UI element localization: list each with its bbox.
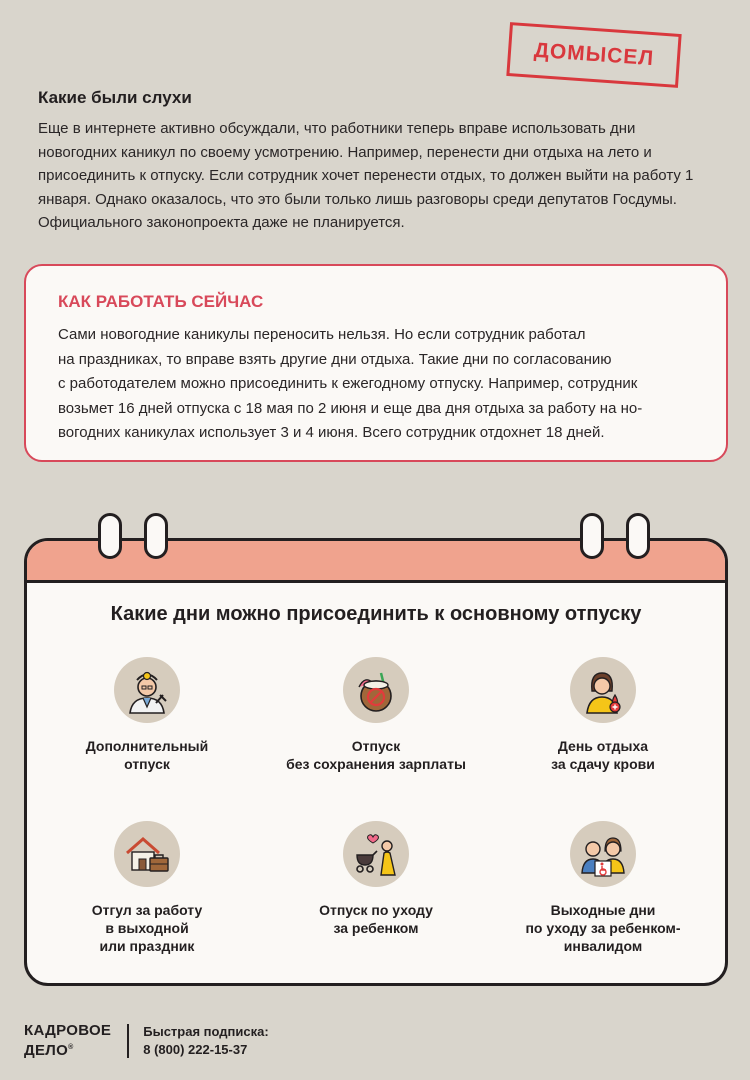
how-now-title: КАК РАБОТАТЬ СЕЙЧАС <box>58 292 264 311</box>
calendar-header-strip <box>27 541 725 583</box>
coconut-icon <box>343 657 409 723</box>
subscribe-label: Быстрая подписка: <box>143 1023 269 1039</box>
label-line: Отпуск по уходу <box>319 902 433 918</box>
stamp-text: ДОМЫСЕЛ <box>533 38 655 71</box>
calendar-ring <box>626 513 650 559</box>
footer-divider <box>127 1024 129 1058</box>
brand-logo <box>24 1022 111 1059</box>
how-now-line: на праздниках, то вправе взять другие дни отдыха. Такие дни по согласованию <box>58 350 612 368</box>
label-line: Отпуск <box>351 738 401 754</box>
leave-type-label <box>256 737 496 773</box>
label-line: без сохранения зарплаты <box>286 756 466 772</box>
blood-donor-icon <box>570 657 636 723</box>
calendar-card <box>24 538 728 986</box>
rumors-text: Еще в интернете активно обсуждали, что работники теперь вправе использовать дни новогодних каникул по своему усмотрению. Например, перенести дни отдыха на лето и присоединить к отпуску. Если сотрудник хочет перенести отдых, то должен выйти на работу 1 января. Однако оказалось, что это были только лишь разговоры среди депутатов Госдумы. Официального законопроекта даже не планируется. <box>38 120 694 231</box>
how-now-line: Сами новогодние каникулы переносить нельзя. Но если сотрудник работал <box>58 326 586 343</box>
house-briefcase-icon <box>114 821 180 887</box>
footer <box>24 1022 269 1059</box>
leave-type-label <box>27 901 267 955</box>
subscription-info <box>143 1023 268 1059</box>
label-line: Отгул за работу <box>91 902 203 918</box>
leave-type-item <box>27 821 267 955</box>
rumors-section <box>38 88 718 235</box>
logo-line: ДЕЛО <box>24 1042 69 1059</box>
label-line: День отдыха <box>557 738 649 754</box>
calendar-ring <box>98 513 122 559</box>
calendar-ring <box>144 513 168 559</box>
label-line: за сдачу крови <box>551 756 655 772</box>
leave-type-label <box>27 737 267 773</box>
rumors-title: Какие были слухи <box>38 88 192 107</box>
leave-type-item <box>27 657 267 773</box>
rumor-stamp <box>506 22 681 88</box>
logo-line: КАДРОВОЕ <box>24 1022 112 1039</box>
how-now-line: вогодних каникулах использует 3 и 4 июня. Всего сотрудник отдохнет 18 дней. <box>58 424 605 441</box>
calendar-title: Какие дни можно присоединить к основному отпуску <box>110 603 642 625</box>
parents-disabled-child-icon <box>570 821 636 887</box>
label-line: отпуск <box>124 756 170 772</box>
label-line: Дополнительный <box>85 738 209 754</box>
subscribe-phone[interactable]: 8 (800) 222-15-37 <box>143 1041 248 1057</box>
label-line: Выходные дни <box>550 902 656 918</box>
leave-type-label <box>256 901 496 937</box>
doctor-icon <box>114 657 180 723</box>
leave-type-label <box>483 737 723 773</box>
leave-type-item <box>483 657 723 773</box>
leave-type-item <box>256 821 496 937</box>
leave-type-item <box>256 657 496 773</box>
label-line: за ребенком <box>333 920 419 936</box>
how-now-line: с работодателем можно присоединить к ежегодному отпуску. Например, сотрудник <box>58 375 638 392</box>
calendar-ring <box>580 513 604 559</box>
how-to-work-now-box <box>24 264 728 462</box>
label-line: по уходу за ребенком- <box>525 920 681 936</box>
leave-type-label <box>483 901 723 955</box>
label-line: инвалидом <box>563 938 643 954</box>
registered-mark: ® <box>68 1044 74 1051</box>
label-line: или праздник <box>99 938 195 954</box>
how-now-line: возьмет 16 дней отпуска с 18 мая по 2 июня и еще два дня отдыха за работу на но- <box>58 399 643 417</box>
mother-stroller-icon <box>343 821 409 887</box>
leave-type-item <box>483 821 723 955</box>
label-line: в выходной <box>105 920 189 936</box>
